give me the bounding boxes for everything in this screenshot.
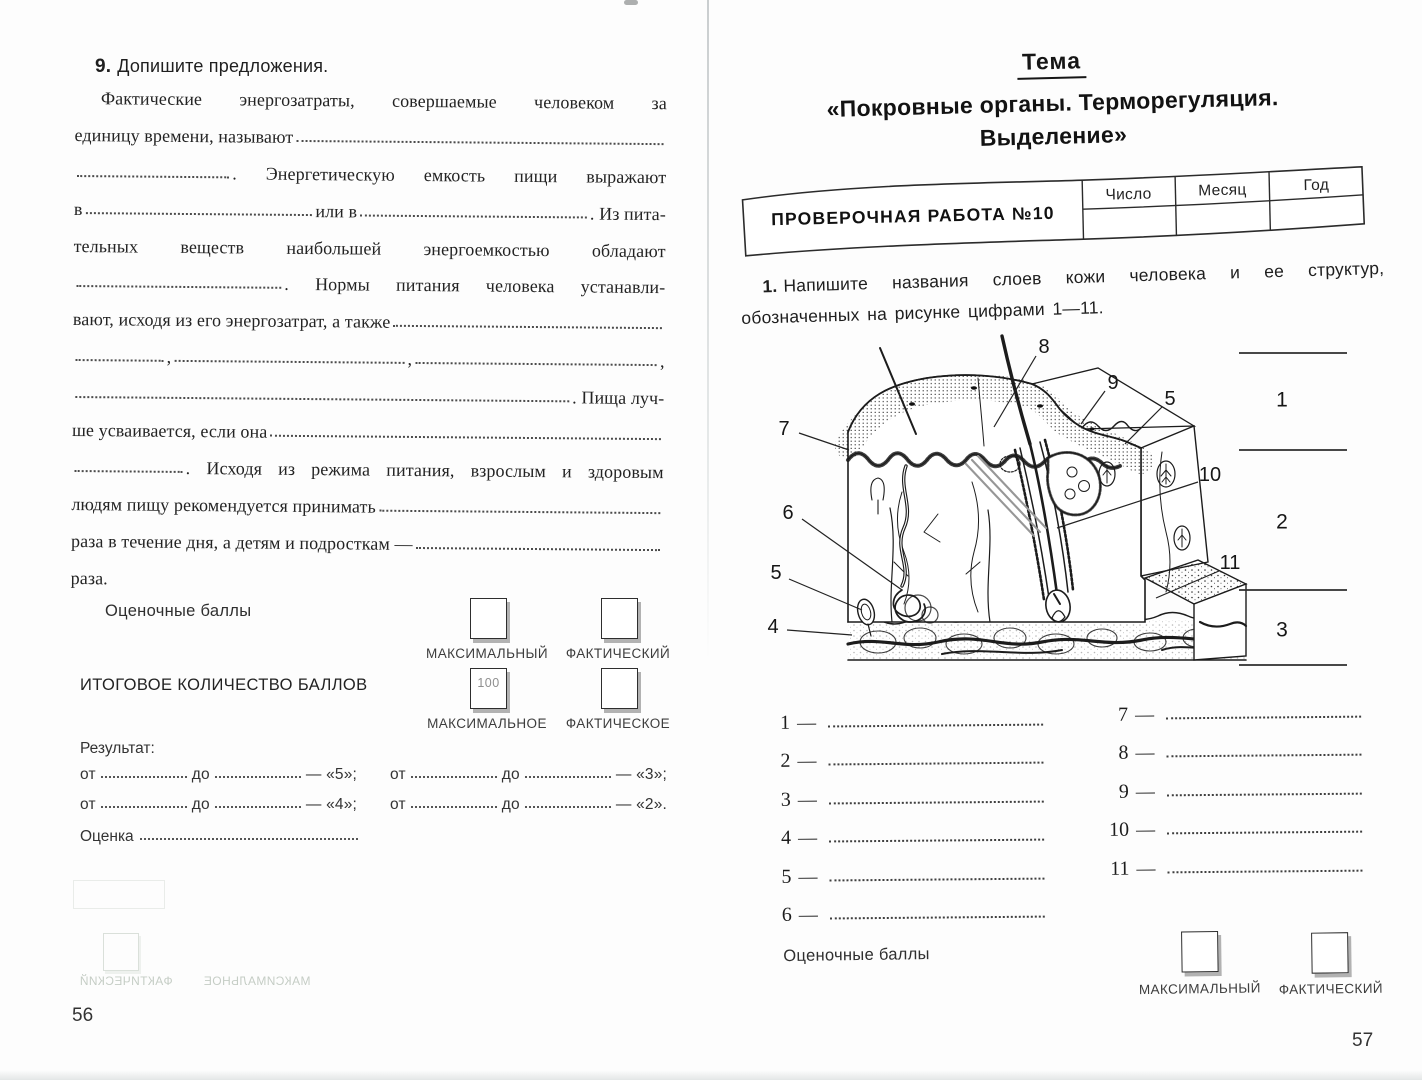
layer-answer-lines: [1239, 353, 1347, 665]
text-line: [71, 457, 663, 499]
text-line: [71, 531, 663, 573]
range-to: до: [191, 796, 210, 813]
callout-number: 7: [778, 418, 790, 440]
date-col-day: Число: [1105, 185, 1152, 204]
answer-number: 7: [1117, 703, 1129, 726]
result-range: [80, 766, 390, 784]
text-line: [73, 236, 665, 278]
answer-row: [1093, 778, 1365, 819]
dotted-blank: [379, 507, 660, 513]
fill-in-paragraph: [70, 88, 666, 610]
range-from: от: [80, 796, 96, 813]
text-line: [73, 272, 665, 314]
range-from: от: [390, 796, 406, 813]
dotted-blank: [101, 804, 187, 808]
theme-title-line2: Выделение»: [979, 121, 1128, 151]
dotted-blank: [174, 358, 404, 364]
right-page-number: 57: [1352, 1030, 1374, 1051]
dotted-blank: [411, 804, 497, 808]
dotted-blank: [215, 774, 301, 778]
text-line: [72, 346, 664, 388]
answer-dash: —: [797, 789, 817, 811]
line-text: ,: [659, 351, 665, 372]
answer-number: 2: [780, 750, 791, 773]
grade-label: Оценка: [80, 828, 134, 845]
dotted-blank: [828, 722, 1043, 728]
max-total-box: [470, 668, 507, 709]
line-text: в: [73, 198, 83, 219]
dotted-blank: [76, 283, 281, 289]
layer-number: 2: [1276, 510, 1288, 534]
max-score-box: [470, 598, 507, 639]
callout-number: 4: [767, 616, 779, 638]
callout-number: 11: [1219, 552, 1241, 574]
line-text: ,: [166, 347, 172, 368]
answer-dash: —: [1135, 781, 1155, 803]
banner-title: ПРОВЕРОЧНАЯ РАБОТА №10: [771, 202, 1055, 230]
text-line: [74, 162, 666, 204]
answer-row: [768, 710, 1046, 751]
dotted-blank: [1167, 829, 1362, 835]
callout-number: 5: [770, 562, 782, 584]
dotted-blank: [270, 433, 661, 440]
max-score-box: [1181, 931, 1219, 973]
answer-row: [769, 863, 1047, 904]
text-line: [72, 420, 664, 462]
range-to: до: [191, 766, 210, 783]
line-text: . Нормы питания человека устанавли-: [284, 274, 666, 298]
actual-total-box: [601, 668, 638, 709]
exercise-1: [740, 253, 1386, 334]
dotted-blank: [75, 394, 569, 402]
exercise-1-line2: обозначенных на рисунке цифрами 1—11.: [741, 297, 1104, 328]
max-score-box-label: МАКСИМАЛЬНЫЙ: [1138, 980, 1261, 998]
line-text: вают, исходя из его энергозатрат, а также: [72, 309, 391, 333]
dotted-blank: [415, 360, 657, 366]
line-text: раза.: [70, 567, 108, 588]
layer-number: 1: [1276, 388, 1288, 412]
dotted-blank: [1166, 752, 1361, 758]
range-from: от: [80, 766, 96, 783]
right-side-face: [1141, 426, 1208, 576]
dotted-blank: [828, 760, 1043, 766]
answer-dash: —: [798, 827, 818, 849]
max-total-box-label: МАКСИМАЛЬНОЕ: [427, 716, 547, 731]
line-text: . Исходя из режима питания, взрослым и здоровым: [185, 457, 664, 483]
answer-number: 5: [781, 865, 792, 888]
answer-row: [1092, 740, 1364, 781]
range-from: от: [390, 766, 406, 783]
callout-number: 9: [1107, 372, 1119, 394]
answer-dash: —: [797, 712, 817, 734]
line-text: . Пища луч-: [572, 387, 665, 409]
grade-dotted-blank: [140, 836, 358, 840]
right-page: [710, 0, 1422, 1080]
answer-row: [1093, 817, 1365, 858]
answer-number: 1: [779, 711, 791, 734]
dotted-blank: [829, 798, 1044, 804]
result-range: [80, 796, 390, 814]
left-page: [0, 0, 710, 1080]
bleed-through-text: МАКСИМАЛЬНОЕ: [203, 974, 311, 988]
score-points-label: Оценочные баллы: [783, 945, 930, 966]
dotted-blank: [830, 914, 1045, 920]
skin-diagram: [742, 332, 1402, 692]
result-row: [80, 796, 680, 814]
answer-row: [769, 786, 1047, 827]
answer-row: [770, 902, 1048, 943]
date-col-year: Год: [1303, 176, 1330, 195]
answers-column-right: [1092, 702, 1366, 896]
answer-dash: —: [797, 750, 817, 773]
result-row: [80, 766, 680, 784]
total-score-label: ИТОГОВОЕ КОЛИЧЕСТВО БАЛЛОВ: [80, 676, 368, 694]
dotted-blank: [393, 323, 662, 329]
dotted-blank: [296, 138, 663, 145]
text-line: [75, 88, 667, 130]
line-text: ,: [407, 349, 413, 370]
dotted-blank: [411, 774, 497, 778]
skin-block-art: [848, 336, 1246, 660]
text-line: [73, 309, 665, 351]
line-text: ше усваивается, если она: [71, 420, 268, 442]
theme-word: Тема: [1017, 47, 1087, 80]
dotted-blank: [360, 212, 587, 218]
answer-dash: —: [1136, 819, 1156, 841]
dotted-blank: [77, 173, 229, 178]
dotted-blank: [86, 210, 313, 216]
range-grade: — «5»;: [305, 766, 358, 783]
exercise-9-heading: [95, 56, 328, 78]
line-text: единицу времени, называют: [74, 124, 294, 147]
dotted-blank: [829, 875, 1044, 881]
dotted-blank: [416, 545, 660, 551]
range-grade: — «4»;: [305, 796, 358, 813]
range-to: до: [501, 766, 520, 783]
grade-line: [80, 828, 358, 846]
range-to: до: [501, 796, 520, 813]
scan-bottom-edge: [0, 1070, 1422, 1080]
result-range: [390, 766, 667, 784]
callout-number: 10: [1198, 464, 1222, 486]
line-text: раза в течение дня, а детям и подросткам —: [70, 530, 413, 554]
date-col-month: Месяц: [1198, 181, 1247, 200]
test-banner: [737, 162, 1371, 266]
dotted-blank: [215, 804, 301, 808]
actual-score-box: [601, 598, 638, 639]
line-text: . Из пита-: [589, 203, 667, 224]
result-range: [390, 796, 667, 814]
theme-title-line1: «Покровные органы. Терморегуляция.: [826, 84, 1279, 122]
line-text: Фактические энергозатраты, совершаемые человеком за: [100, 88, 667, 114]
answer-number: 6: [781, 903, 792, 926]
dotted-blank: [101, 774, 187, 778]
answers-column-left: [768, 710, 1048, 943]
dotted-blank: [76, 357, 164, 362]
actual-score-box-label: ФАКТИЧЕСКИЙ: [565, 646, 671, 661]
dotted-blank: [1167, 867, 1362, 873]
answer-dash: —: [1135, 704, 1155, 726]
bleed-through-rect: [73, 880, 165, 909]
actual-total-box-label: ФАКТИЧЕСКОЕ: [565, 716, 671, 731]
line-text: людям пищу рекомендуется принимать: [71, 493, 376, 517]
answer-number: 11: [1110, 857, 1130, 880]
answer-row: [1093, 855, 1365, 896]
answer-dash: —: [798, 866, 818, 888]
bleed-through-box: [103, 933, 139, 971]
range-grade: — «2».: [615, 796, 668, 813]
answer-number: 4: [781, 826, 792, 850]
dotted-blank: [75, 468, 183, 473]
left-page-number: 56: [72, 1005, 94, 1026]
result-title: Результат:: [80, 740, 155, 757]
answer-row: [768, 748, 1046, 789]
actual-score-box: [1311, 932, 1349, 974]
text-line: [74, 199, 666, 241]
dotted-blank: [1166, 714, 1361, 720]
dotted-blank: [829, 837, 1044, 843]
answer-dash: —: [1136, 858, 1156, 880]
text-line: [74, 125, 666, 167]
exercise-title: Допишите предложения.: [117, 56, 329, 76]
line-text: тельных веществ наибольшей энергоемкостью обладают: [73, 235, 666, 261]
answer-dash: —: [798, 904, 818, 926]
text-line: [72, 383, 664, 425]
dotted-blank: [525, 804, 611, 808]
exercise-1-number: 1.: [762, 275, 778, 297]
layer-number: 3: [1276, 618, 1288, 642]
exercise-number: 9.: [95, 56, 112, 77]
page-gutter-seam: [707, 0, 709, 660]
line-text: или в: [315, 200, 358, 222]
callout-number: 8: [1038, 336, 1050, 358]
theme-header: [729, 40, 1377, 162]
score-points-label: Оценочные баллы: [105, 602, 252, 620]
answer-number: 9: [1118, 780, 1129, 803]
actual-score-box-label: ФАКТИЧЕСКИЙ: [1278, 980, 1384, 998]
answer-dash: —: [1135, 742, 1155, 765]
dotted-blank: [525, 774, 611, 778]
answer-row: [769, 825, 1047, 866]
answer-number: 10: [1109, 818, 1130, 842]
scan-smudge: [624, 0, 638, 5]
max-total-value: 100: [477, 676, 500, 690]
max-score-box-label: МАКСИМАЛЬНЫЙ: [426, 646, 548, 661]
callout-leader-line: [787, 630, 852, 635]
answer-row: [1092, 702, 1364, 743]
callout-number: 6: [782, 502, 794, 524]
callout-number: 5: [1164, 388, 1176, 410]
dotted-blank: [1167, 790, 1362, 796]
range-grade: — «3»;: [615, 766, 668, 783]
bleed-through-text: ФАКТИЧЕСКИЙ: [79, 974, 173, 988]
text-line: [71, 494, 663, 536]
answer-number: 3: [780, 788, 791, 811]
answer-number: 8: [1118, 742, 1129, 765]
line-text: . Энергетическую емкость пищи выражают: [232, 163, 667, 187]
exercise-1-text: Напишите названия слоев кожи человека и ее структур,: [783, 257, 1385, 296]
